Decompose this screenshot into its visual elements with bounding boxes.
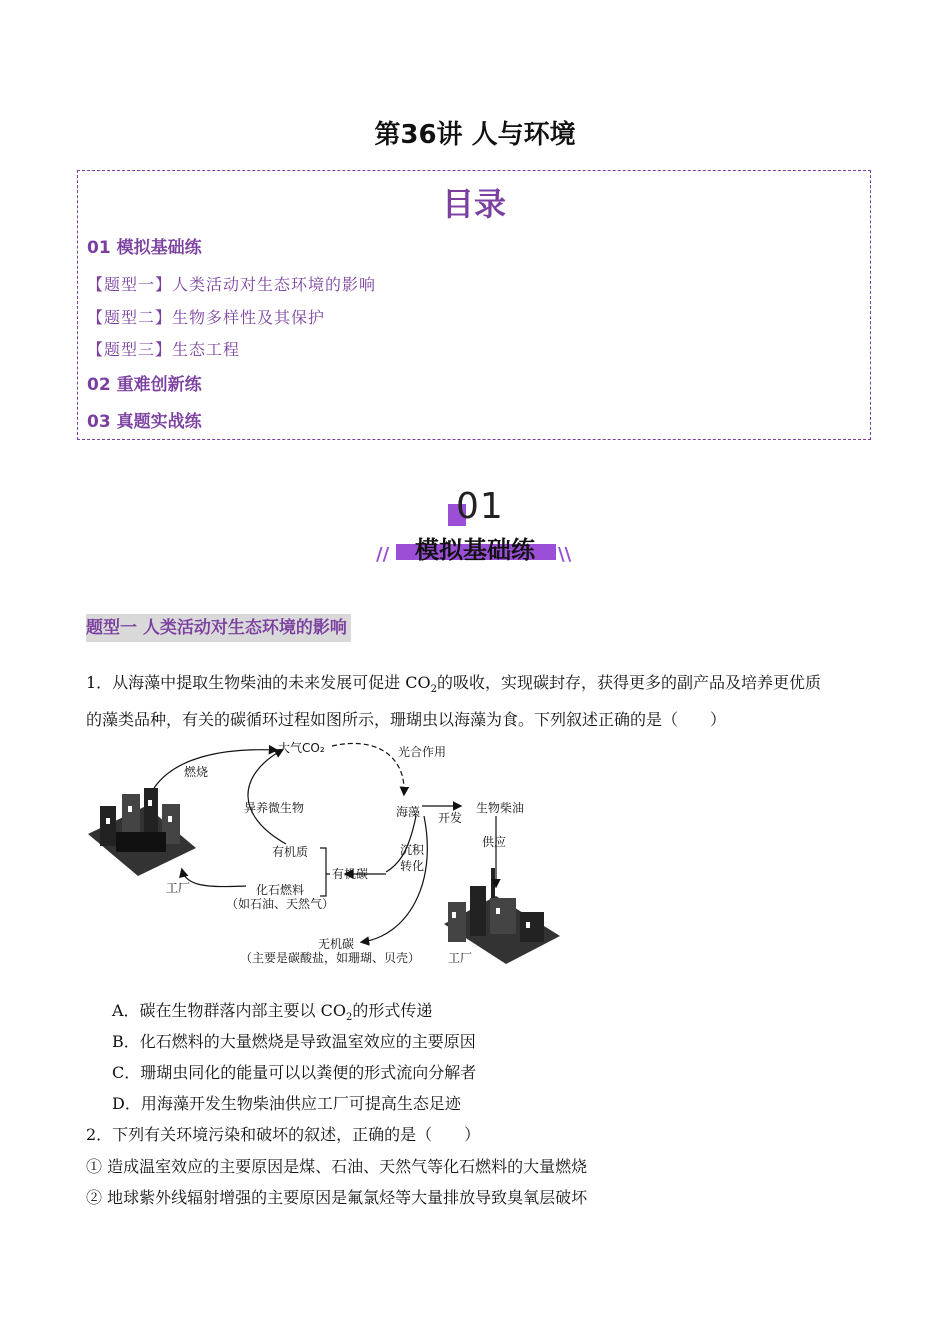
toc-heading: 目录 <box>441 185 506 223</box>
toc-item-simulation-practice[interactable]: 01 模拟基础练 <box>87 238 202 258</box>
page-title: 第36讲 人与环境 <box>374 120 576 150</box>
factory-1-illustration <box>88 788 196 876</box>
photosynthesis-arrow <box>332 743 404 794</box>
label-heterotroph: 异养微生物 <box>244 801 305 815</box>
label-fossil-examples: （如石油、天然气） <box>226 897 335 911</box>
carbon-cycle-diagram <box>86 736 566 972</box>
badge-number: 01 <box>456 486 504 527</box>
label-supply: 供应 <box>482 835 507 849</box>
question-2-item-1: ① 造成温室效应的主要原因是煤、石油、天然气等化石燃料的大量燃烧 <box>86 1157 588 1176</box>
organic-bracket <box>320 848 330 896</box>
badge-label: 模拟基础练 <box>415 536 535 564</box>
toc-item-type-two[interactable]: 【题型二】生物多样性及其保护 <box>87 308 326 327</box>
section-badge <box>370 486 580 570</box>
question-1-stem: 1．从海藻中提取生物柴油的未来发展可促进 $CO_2$的吸收，实现碳封存，获得更多的副产品及培养更优质 的藻类品种，有关的碳循环过程如图所示，珊瑚虫以海藻为食。下列叙述正确的是（ ） <box>86 673 822 730</box>
label-burning: 燃烧 <box>184 765 209 779</box>
label-organic-matter: 有机质 <box>272 845 309 859</box>
table-of-contents <box>77 170 871 440</box>
question-2-item-2: ② 地球紫外线辐射增强的主要原因是氟氯烃等大量排放导致臭氧层破坏 <box>86 1188 588 1207</box>
label-biodiesel: 生物柴油 <box>476 801 525 815</box>
toc-item-type-three[interactable]: 【题型三】生态工程 <box>87 340 241 359</box>
label-sediment: 沉积 <box>400 843 425 857</box>
question-1-option-a[interactable]: A．碳在生物群落内部主要以 $CO_2$的形式传递 <box>112 1001 433 1024</box>
question-1-option-d[interactable]: D．用海藻开发生物柴油供应工厂可提高生态足迹 <box>112 1094 461 1113</box>
question-2-stem: 2．下列有关环境污染和破坏的叙述，正确的是（ ） <box>86 1125 481 1144</box>
question-1-option-c[interactable]: C．珊瑚虫同化的能量可以以粪便的形式流向分解者 <box>112 1063 477 1082</box>
label-inorganic-examples: （主要是碳酸盐，如珊瑚、贝壳） <box>240 951 421 965</box>
label-factory-2: 工厂 <box>448 951 473 965</box>
toc-item-innovation-practice[interactable]: 02 重难创新练 <box>87 375 202 395</box>
label-photosynthesis: 光合作用 <box>398 745 447 759</box>
toc-item-real-exam-practice[interactable]: 03 真题实战练 <box>87 412 202 432</box>
factory-2-illustration <box>444 868 560 964</box>
toc-item-type-one[interactable]: 【题型一】人类活动对生态环境的影响 <box>87 275 377 294</box>
heterotroph-arrow <box>248 750 286 844</box>
question-1-option-b[interactable]: B．化石燃料的大量燃烧是导致温室效应的主要原因 <box>112 1032 476 1051</box>
inorganic-arrow <box>362 816 427 942</box>
question-type-heading: 题型一 人类活动对生态环境的影响 <box>86 614 351 642</box>
label-algae: 海藻 <box>396 805 421 819</box>
badge-left-slash: // <box>376 544 390 565</box>
label-organic-carbon: 有机碳 <box>332 867 369 881</box>
label-inorganic-carbon: 无机碳 <box>318 937 355 951</box>
label-transform: 转化 <box>400 859 425 873</box>
label-factory-1: 工厂 <box>166 881 191 895</box>
label-fossil-fuel: 化石燃料 <box>256 883 305 897</box>
badge-right-slash: \\ <box>558 544 572 565</box>
label-develop: 开发 <box>438 811 463 825</box>
label-atmosphere-co2: 大气CO₂ <box>278 741 325 755</box>
fossil-to-factory-arrow <box>182 870 246 887</box>
